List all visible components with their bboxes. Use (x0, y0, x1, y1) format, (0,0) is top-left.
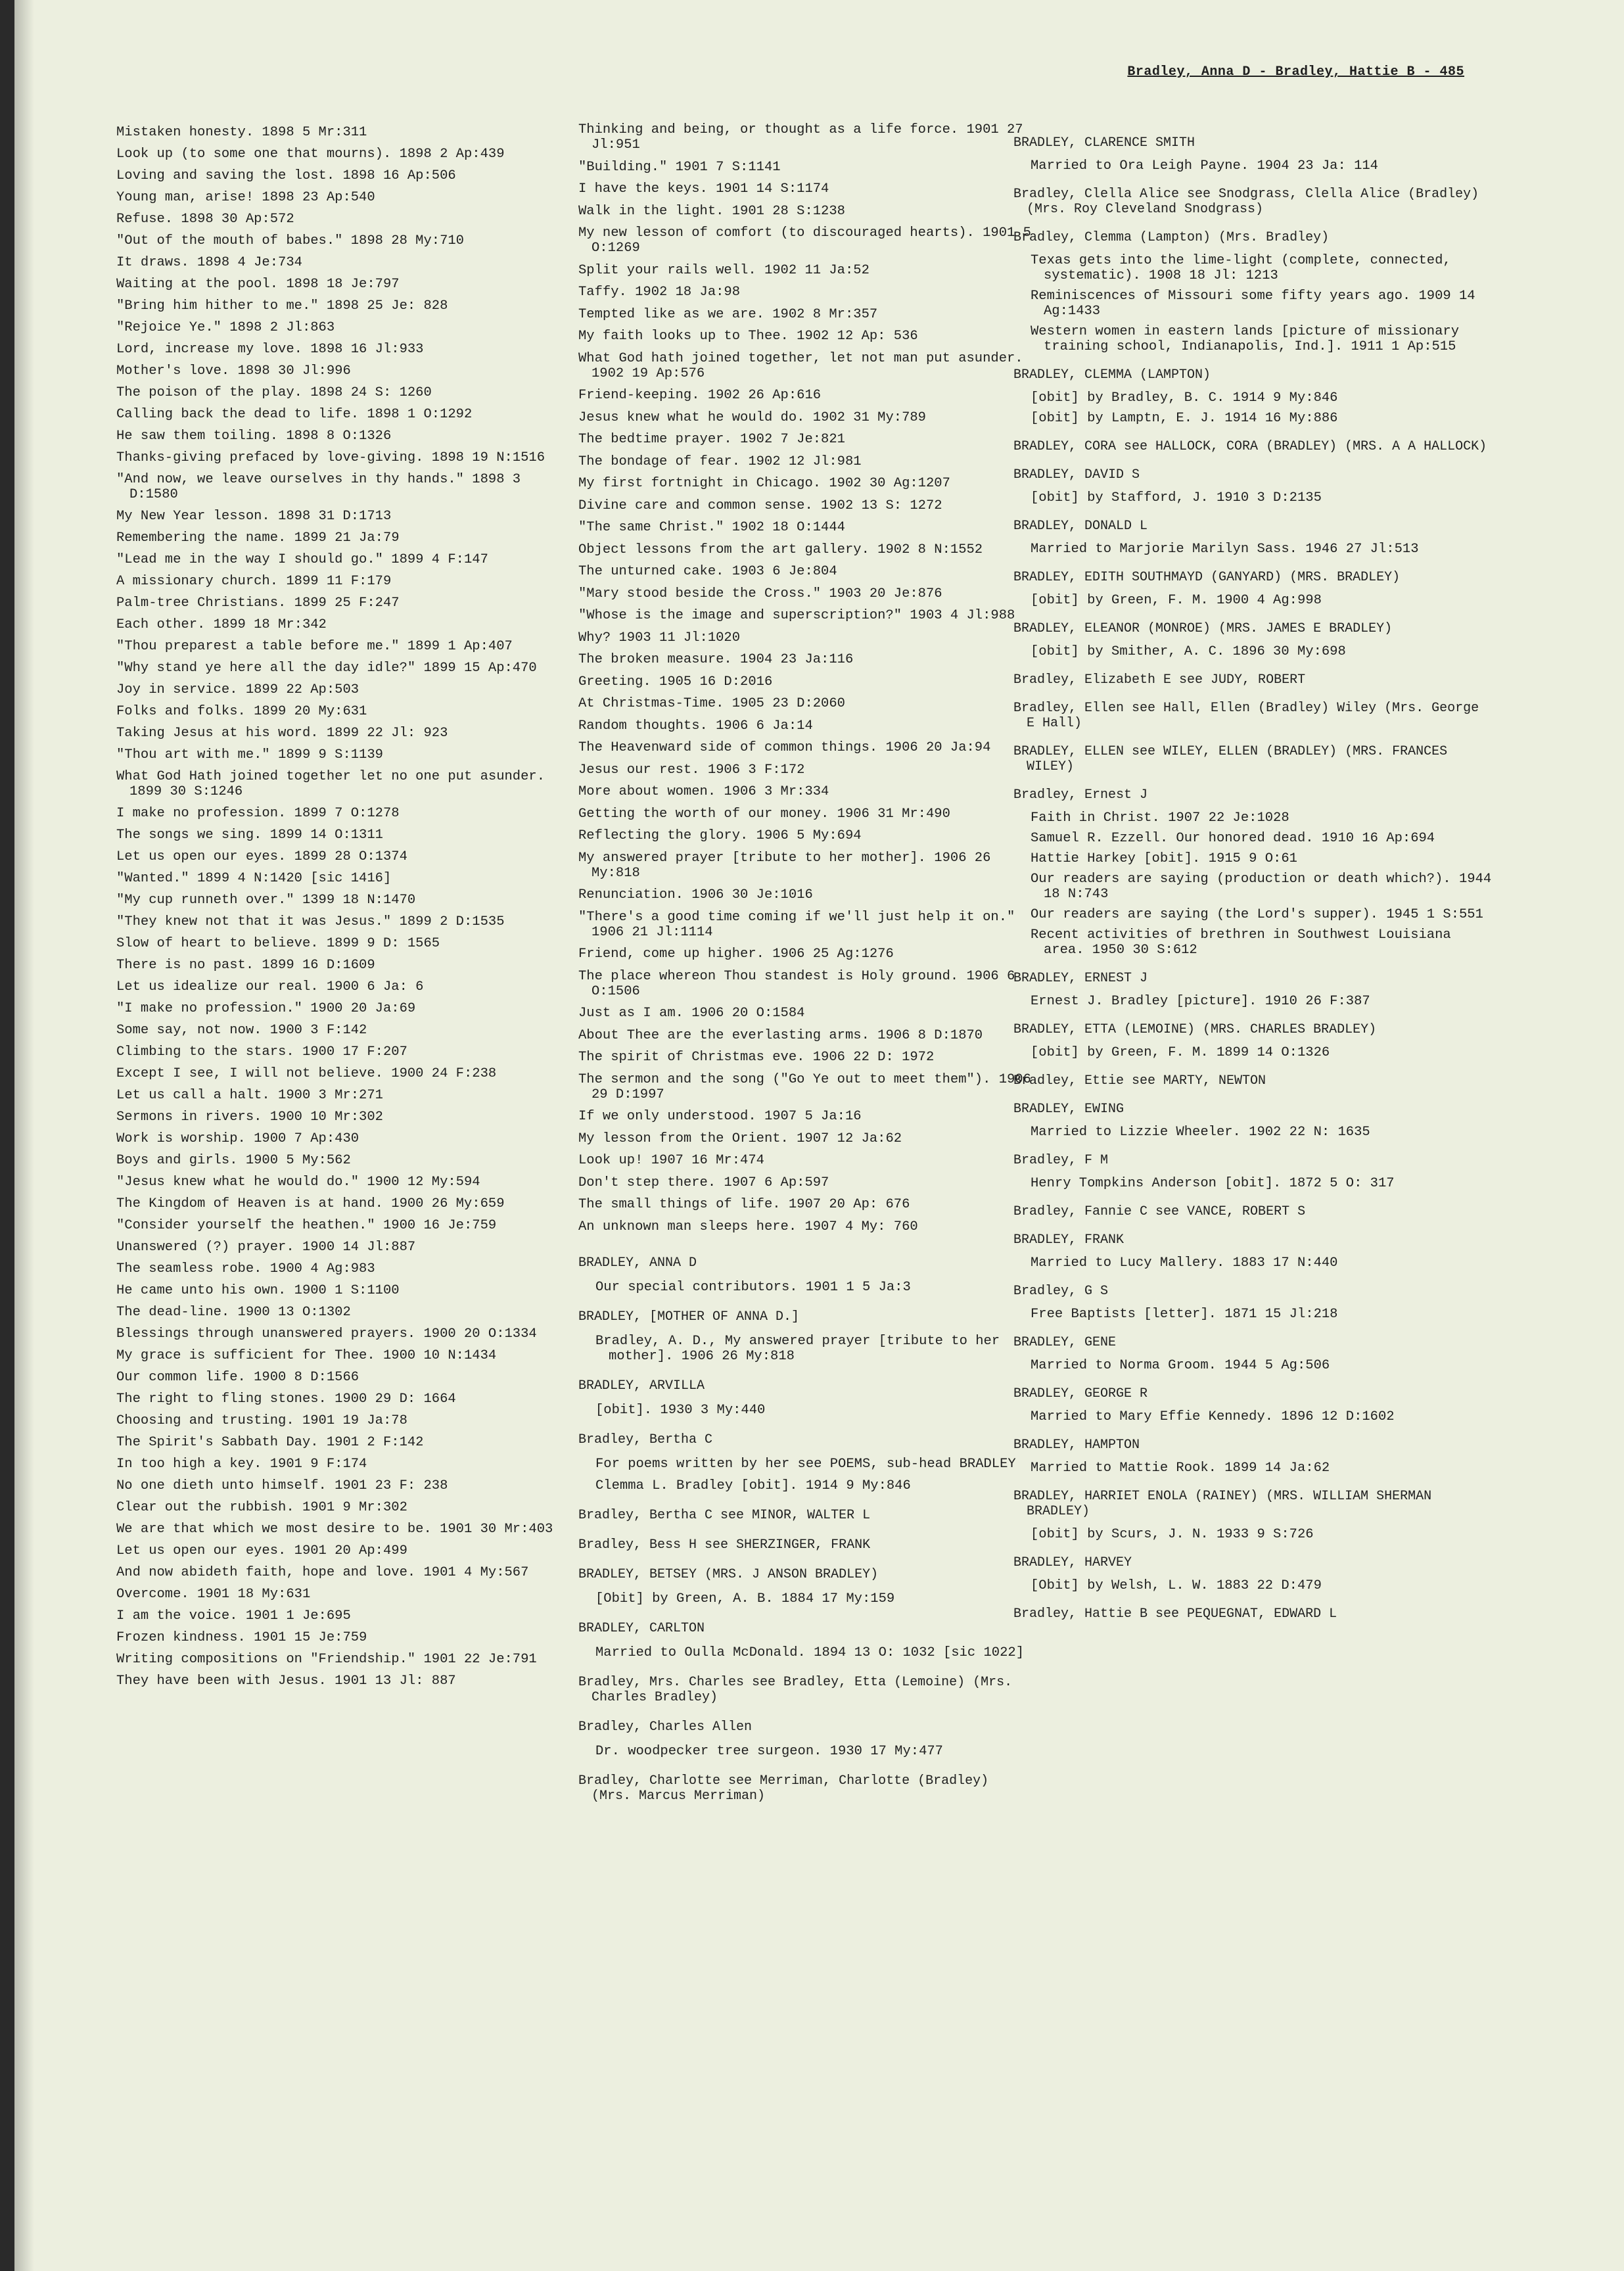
index-entry: The seamless robe. 1900 4 Ag:983 (116, 1261, 375, 1276)
index-entry: The bondage of fear. 1902 12 Jl:981 (578, 454, 862, 469)
index-entry: "Wanted." 1899 4 N:1420 [sic 1416] (116, 871, 392, 886)
index-heading: BRADLEY, FRANK (1013, 1232, 1125, 1248)
index-subentry: Married to Mattie Rook. 1899 14 Ja:62 (1031, 1461, 1330, 1476)
index-entry: Except I see, I will not believe. 1900 24 F:238 (116, 1066, 497, 1081)
index-entry: Writing compositions on "Friendship." 1901 22 Je:791 (116, 1652, 537, 1667)
index-entry: The bedtime prayer. 1902 7 Je:821 (578, 432, 845, 447)
index-entry: Joy in service. 1899 22 Ap:503 (116, 682, 360, 697)
index-entry: Random thoughts. 1906 6 Ja:14 (578, 718, 813, 734)
index-entry: What God Hath joined together let no one put asunder. 1899 30 S:1246 (116, 769, 545, 799)
index-entry: About Thee are the everlasting arms. 1906 8 D:1870 (578, 1027, 983, 1043)
index-entry: Choosing and trusting. 1901 19 Ja:78 (116, 1413, 407, 1428)
index-entry: My New Year lesson. 1898 31 D:1713 (116, 509, 392, 524)
index-entry: My answered prayer [tribute to her mother]. 1906 26 My:818 (578, 850, 991, 881)
index-entry: Jesus our rest. 1906 3 F:172 (578, 762, 805, 778)
index-entry: Young man, arise! 1898 23 Ap:540 (116, 190, 375, 205)
index-subentry: [obit] by Smither, A. C. 1896 30 My:698 (1031, 644, 1346, 659)
index-heading: Bradley, Bertha C see MINOR, WALTER L (578, 1508, 871, 1523)
index-heading: Bradley, Ernest J (1013, 787, 1148, 803)
index-heading: Bradley, Clella Alice see Snodgrass, Clella Alice (Bradley) (Mrs. Roy Cleveland Snodgrass) (1013, 187, 1479, 217)
index-entry: The dead-line. 1900 13 O:1302 (116, 1305, 351, 1320)
column-1 (116, 125, 576, 1695)
index-heading: Bradley, Charles Allen (578, 1720, 753, 1735)
index-entry: "I make no profession." 1900 20 Ja:69 (116, 1001, 416, 1016)
index-entry: Reflecting the glory. 1906 5 My:694 (578, 828, 862, 843)
index-entry: Some say, not now. 1900 3 F:142 (116, 1023, 367, 1038)
index-entry: The spirit of Christmas eve. 1906 22 D: 1972 (578, 1050, 935, 1065)
index-entry: "Jesus knew what he would do." 1900 12 My:594 (116, 1175, 480, 1190)
index-entry: The songs we sing. 1899 14 O:1311 (116, 828, 383, 843)
index-entry: Work is worship. 1900 7 Ap:430 (116, 1131, 360, 1146)
index-subentry: [obit] by Bradley, B. C. 1914 9 My:846 (1031, 390, 1338, 406)
index-entry: Taffy. 1902 18 Ja:98 (578, 285, 741, 300)
index-entry: Why? 1903 11 Jl:1020 (578, 630, 741, 645)
index-entry: The right to fling stones. 1900 29 D: 1664 (116, 1392, 456, 1407)
index-entry: Slow of heart to believe. 1899 9 D: 1565 (116, 936, 440, 951)
index-entry: The unturned cake. 1903 6 Je:804 (578, 564, 837, 579)
index-heading: BRADLEY, HAMPTON (1013, 1438, 1140, 1453)
index-entry: "Rejoice Ye." 1898 2 Jl:863 (116, 320, 335, 335)
index-entry: "They knew not that it was Jesus." 1899 2 D:1535 (116, 914, 505, 929)
index-entry: "Bring him hither to me." 1898 25 Je: 828 (116, 298, 448, 314)
index-subentry: [obit] by Scurs, J. N. 1933 9 S:726 (1031, 1527, 1314, 1542)
index-subentry: Recent activities of brethren in Southwest Louisiana area. 1950 30 S:612 (1031, 927, 1451, 958)
index-entry: The Heavenward side of common things. 1906 20 Ja:94 (578, 740, 991, 755)
index-entry: "Lead me in the way I should go." 1899 4 F:147 (116, 552, 488, 567)
index-entry: There is no past. 1899 16 D:1609 (116, 958, 375, 973)
index-entry: "Consider yourself the heathen." 1900 16 Je:759 (116, 1218, 497, 1233)
index-subentry: Dr. woodpecker tree surgeon. 1930 17 My:477 (595, 1744, 943, 1759)
index-entry: Let us idealize our real. 1900 6 Ja: 6 (116, 979, 424, 995)
index-entry: Thanks-giving prefaced by love-giving. 1898 19 N:1516 (116, 450, 545, 465)
index-heading: BRADLEY, CLEMMA (LAMPTON) (1013, 367, 1211, 383)
index-entry: Thinking and being, or thought as a life force. 1901 27 Jl:951 (578, 122, 1023, 152)
index-heading: BRADLEY, GEORGE R (1013, 1386, 1148, 1401)
index-entry: Friend, come up higher. 1906 25 Ag:1276 (578, 947, 894, 962)
index-entry: Look up (to some one that mourns). 1898 2 Ap:439 (116, 147, 505, 162)
index-entry: The place whereon Thou standest is Holy ground. 1906 6 O:1506 (578, 968, 1015, 999)
index-entry: Waiting at the pool. 1898 18 Je:797 (116, 277, 400, 292)
column-2-headings (578, 1255, 1032, 1804)
index-entry: "Thou art with me." 1899 9 S:1139 (116, 747, 383, 762)
index-heading: Bradley, Ellen see Hall, Ellen (Bradley) Wiley (Mrs. George E Hall) (1013, 701, 1479, 731)
index-subentry: Bradley, A. D., My answered prayer [tribute to her mother]. 1906 26 My:818 (595, 1334, 1000, 1364)
index-entry: "Thou preparest a table before me." 1899 1 Ap:407 (116, 639, 513, 654)
index-entry: Remembering the name. 1899 21 Ja:79 (116, 530, 400, 546)
index-heading: BRADLEY, HARRIET ENOLA (RAINEY) (MRS. WILLIAM SHERMAN BRADLEY) (1013, 1489, 1432, 1519)
index-subentry: Married to Lizzie Wheeler. 1902 22 N: 1635 (1031, 1125, 1370, 1140)
index-subentry: Married to Ora Leigh Payne. 1904 23 Ja: 114 (1031, 158, 1378, 174)
index-heading: BRADLEY, DONALD L (1013, 519, 1148, 534)
index-entry: Lord, increase my love. 1898 16 Jl:933 (116, 342, 424, 357)
index-entry: Mistaken honesty. 1898 5 Mr:311 (116, 125, 367, 140)
index-heading: BRADLEY, DAVID S (1013, 467, 1140, 482)
index-entry: Boys and girls. 1900 5 My:562 (116, 1153, 351, 1168)
index-entry: Each other. 1899 18 Mr:342 (116, 617, 327, 632)
index-entry: More about women. 1906 3 Mr:334 (578, 784, 829, 799)
index-entry: Calling back the dead to life. 1898 1 O:1292 (116, 407, 473, 422)
index-heading: Bradley, G S (1013, 1284, 1109, 1299)
index-entry: Object lessons from the art gallery. 1902 8 N:1552 (578, 542, 983, 557)
index-entry: "My cup runneth over." 1399 18 N:1470 (116, 893, 416, 908)
index-entry: "And now, we leave ourselves in thy hands." 1898 3 D:1580 (116, 472, 521, 502)
index-entry: Just as I am. 1906 20 O:1584 (578, 1006, 805, 1021)
index-heading: Bradley, Charlotte see Merriman, Charlotte (Bradley) (Mrs. Marcus Merriman) (578, 1773, 989, 1804)
index-subentry: Married to Marjorie Marilyn Sass. 1946 27 Jl:513 (1031, 542, 1419, 557)
index-entry: My first fortnight in Chicago. 1902 30 Ag:1207 (578, 476, 950, 491)
index-entry: The Kingdom of Heaven is at hand. 1900 26 My:659 (116, 1196, 505, 1211)
index-entry: An unknown man sleeps here. 1907 4 My: 760 (578, 1219, 918, 1234)
index-entry: Renunciation. 1906 30 Je:1016 (578, 887, 813, 902)
index-entry: Walk in the light. 1901 28 S:1238 (578, 203, 845, 219)
index-heading: Bradley, Mrs. Charles see Bradley, Etta (Lemoine) (Mrs. Charles Bradley) (578, 1675, 1013, 1705)
index-subentry: Faith in Christ. 1907 22 Je:1028 (1031, 810, 1289, 826)
index-entry: Mother's love. 1898 30 Jl:996 (116, 363, 351, 379)
index-subentry: [obit] by Stafford, J. 1910 3 D:2135 (1031, 490, 1322, 505)
index-entry: The broken measure. 1904 23 Ja:116 (578, 652, 854, 667)
index-entry: I have the keys. 1901 14 S:1174 (578, 181, 829, 197)
index-subentry: Married to Mary Effie Kennedy. 1896 12 D:1602 (1031, 1409, 1395, 1424)
index-heading: BRADLEY, [MOTHER OF ANNA D.] (578, 1309, 800, 1324)
index-entry: My grace is sufficient for Thee. 1900 10 N:1434 (116, 1348, 497, 1363)
index-heading: BRADLEY, ELLEN see WILEY, ELLEN (BRADLEY) (MRS. FRANCES WILEY) (1013, 744, 1448, 774)
index-entry: Palm-tree Christians. 1899 25 F:247 (116, 596, 400, 611)
index-heading: BRADLEY, ETTA (LEMOINE) (MRS. CHARLES BRADLEY) (1013, 1022, 1377, 1037)
index-entry: He came unto his own. 1900 1 S:1100 (116, 1283, 400, 1298)
index-entry: I am the voice. 1901 1 Je:695 (116, 1608, 351, 1624)
index-heading: Bradley, F M (1013, 1153, 1109, 1168)
index-entry: "The same Christ." 1902 18 O:1444 (578, 520, 845, 535)
index-entry: "There's a good time coming if we'll just help it on." 1906 21 Jl:1114 (578, 909, 1015, 940)
column-2-titles (578, 122, 1032, 1234)
index-entry: We are that which we most desire to be. 1901 30 Mr:403 (116, 1522, 553, 1537)
column-2 (578, 122, 1032, 1813)
index-heading: Bradley, Bertha C (578, 1432, 713, 1447)
index-entry: Greeting. 1905 16 D:2016 (578, 674, 773, 690)
index-heading: BRADLEY, CARLTON (578, 1621, 705, 1636)
binding-shadow (14, 0, 34, 2271)
index-entry: Blessings through unanswered prayers. 1900 20 O:1334 (116, 1326, 537, 1342)
column-3 (1013, 122, 1493, 1629)
index-entry: No one dieth unto himself. 1901 23 F: 238 (116, 1478, 448, 1493)
index-entry: At Christmas-Time. 1905 23 D:2060 (578, 696, 845, 711)
index-entry: Frozen kindness. 1901 15 Je:759 (116, 1630, 367, 1645)
index-entry: If we only understood. 1907 5 Ja:16 (578, 1109, 862, 1124)
index-heading: BRADLEY, GENE (1013, 1335, 1117, 1350)
index-subentry: For poems written by her see POEMS, sub-head BRADLEY (595, 1457, 1016, 1472)
index-heading: BRADLEY, ANNA D (578, 1255, 697, 1271)
index-heading: BRADLEY, EDITH SOUTHMAYD (GANYARD) (MRS. BRADLEY) (1013, 570, 1401, 585)
index-subentry: Married to Oulla McDonald. 1894 13 O: 1032 [sic 1022] (595, 1645, 1025, 1660)
index-entry: Folks and folks. 1899 20 My:631 (116, 704, 367, 719)
index-entry: I make no profession. 1899 7 O:1278 (116, 806, 400, 821)
index-heading: BRADLEY, CORA see HALLOCK, CORA (BRADLEY) (MRS. A A HALLOCK) (1013, 439, 1487, 454)
index-entry: Let us open our eyes. 1901 20 Ap:499 (116, 1543, 407, 1558)
index-subentry: [obit] by Green, F. M. 1899 14 O:1326 (1031, 1045, 1330, 1060)
index-heading: BRADLEY, CLARENCE SMITH (1013, 135, 1195, 151)
index-subentry: [obit]. 1930 3 My:440 (595, 1403, 766, 1418)
index-entry: Let us call a halt. 1900 3 Mr:271 (116, 1088, 383, 1103)
index-subentry: [Obit] by Welsh, L. W. 1883 22 D:479 (1031, 1578, 1322, 1593)
index-entry: Taking Jesus at his word. 1899 22 Jl: 923 (116, 726, 448, 741)
index-entry: A missionary church. 1899 11 F:179 (116, 574, 392, 589)
index-entry: "Whose is the image and superscription?" 1903 4 Jl:988 (578, 608, 1015, 623)
index-subentry: [obit] by Green, F. M. 1900 4 Ag:998 (1031, 593, 1322, 608)
index-subentry: Samuel R. Ezzell. Our honored dead. 1910 16 Ap:694 (1031, 831, 1435, 846)
index-heading: BRADLEY, ELEANOR (MONROE) (MRS. JAMES E BRADLEY) (1013, 621, 1393, 636)
index-entry: Let us open our eyes. 1899 28 O:1374 (116, 849, 407, 864)
index-subentry: Texas gets into the lime-light (complete, connected, systematic). 1908 18 Jl: 1213 (1031, 253, 1451, 283)
index-entry: My new lesson of comfort (to discouraged hearts). 1901 5 O:1269 (578, 225, 1031, 256)
index-subentry: Married to Lucy Mallery. 1883 17 N:440 (1031, 1255, 1338, 1271)
index-heading: Bradley, Elizabeth E see JUDY, ROBERT (1013, 672, 1306, 688)
index-entry: Clear out the rubbish. 1901 9 Mr:302 (116, 1500, 407, 1515)
index-entry: Unanswered (?) prayer. 1900 14 Jl:887 (116, 1240, 416, 1255)
index-entry: My lesson from the Orient. 1907 12 Ja:62 (578, 1131, 902, 1146)
index-entry: Split your rails well. 1902 11 Ja:52 (578, 262, 870, 278)
index-subentry: Western women in eastern lands [picture of missionary training school, Indianapolis, Ind.]. 1911 1 Ap:515 (1031, 324, 1460, 354)
index-entry: Our common life. 1900 8 D:1566 (116, 1370, 360, 1385)
index-entry: It draws. 1898 4 Je:734 (116, 255, 302, 270)
index-entry: Jesus knew what he would do. 1902 31 My:789 (578, 410, 926, 425)
index-entry: My faith looks up to Thee. 1902 12 Ap: 536 (578, 329, 918, 344)
index-heading: BRADLEY, ERNEST J (1013, 971, 1148, 986)
index-entry: Don't step there. 1907 6 Ap:597 (578, 1175, 829, 1190)
index-subentry: Our readers are saying (the Lord's supper). 1945 1 S:551 (1031, 907, 1483, 922)
index-subentry: Free Baptists [letter]. 1871 15 Jl:218 (1031, 1307, 1338, 1322)
page-header: Bradley, Anna D - Bradley, Hattie B - 485 (1127, 64, 1464, 80)
index-entry: Climbing to the stars. 1900 17 F:207 (116, 1044, 407, 1060)
index-subentry: Reminiscences of Missouri some fifty years ago. 1909 14 Ag:1433 (1031, 289, 1475, 319)
index-entry: "Building." 1901 7 S:1141 (578, 159, 781, 175)
index-entry: Sermons in rivers. 1900 10 Mr:302 (116, 1110, 383, 1125)
index-entry: Look up! 1907 16 Mr:474 (578, 1153, 764, 1168)
index-heading: Bradley, Fannie C see VANCE, ROBERT S (1013, 1204, 1306, 1219)
index-subentry: Married to Norma Groom. 1944 5 Ag:506 (1031, 1358, 1330, 1373)
index-subentry: [Obit] by Green, A. B. 1884 17 My:159 (595, 1591, 895, 1606)
index-entry: "Out of the mouth of babes." 1898 28 My:710 (116, 233, 464, 248)
index-heading: BRADLEY, EWING (1013, 1102, 1125, 1117)
index-heading: Bradley, Bess H see SHERZINGER, FRANK (578, 1537, 871, 1553)
index-entry: "Mary stood beside the Cross." 1903 20 Je:876 (578, 586, 942, 601)
index-subentry: Our special contributors. 1901 1 5 Ja:3 (595, 1280, 911, 1295)
index-entry: "Why stand ye here all the day idle?" 1899 15 Ap:470 (116, 661, 537, 676)
index-entry: Tempted like as we are. 1902 8 Mr:357 (578, 306, 878, 322)
index-entry: Refuse. 1898 30 Ap:572 (116, 212, 294, 227)
index-heading: BRADLEY, ARVILLA (578, 1378, 705, 1393)
index-entry: Getting the worth of our money. 1906 31 Mr:490 (578, 806, 950, 822)
index-entry: Loving and saving the lost. 1898 16 Ap:506 (116, 168, 456, 183)
index-entry: The Spirit's Sabbath Day. 1901 2 F:142 (116, 1435, 424, 1450)
index-entry: They have been with Jesus. 1901 13 Jl: 887 (116, 1674, 456, 1689)
index-heading: BRADLEY, HARVEY (1013, 1555, 1132, 1570)
index-subentry: [obit] by Lamptn, E. J. 1914 16 My:886 (1031, 411, 1338, 426)
index-page (14, 0, 1624, 2271)
index-entry: The small things of life. 1907 20 Ap: 676 (578, 1197, 910, 1212)
index-entry: What God hath joined together, let not man put asunder. 1902 19 Ap:576 (578, 350, 1023, 381)
index-entry: He saw them toiling. 1898 8 O:1326 (116, 429, 392, 444)
index-entry: Overcome. 1901 18 My:631 (116, 1587, 311, 1602)
index-entry: And now abideth faith, hope and love. 1901 4 My:567 (116, 1565, 529, 1580)
index-subentry: Clemma L. Bradley [obit]. 1914 9 My:846 (595, 1478, 911, 1493)
index-subentry: Ernest J. Bradley [picture]. 1910 26 F:387 (1031, 994, 1370, 1009)
index-entry: The sermon and the song ("Go Ye out to meet them"). 1906 29 D:1997 (578, 1071, 1031, 1102)
index-entry: The poison of the play. 1898 24 S: 1260 (116, 385, 432, 400)
index-entry: Divine care and common sense. 1902 13 S: 1272 (578, 498, 942, 513)
index-subentry: Henry Tompkins Anderson [obit]. 1872 5 O: 317 (1031, 1176, 1395, 1191)
index-entry: Friend-keeping. 1902 26 Ap:616 (578, 388, 822, 403)
index-subentry: Our readers are saying (production or death which?). 1944 18 N:743 (1031, 872, 1492, 902)
index-heading: Bradley, Ettie see MARTY, NEWTON (1013, 1073, 1266, 1089)
index-heading: BRADLEY, BETSEY (MRS. J ANSON BRADLEY) (578, 1567, 879, 1582)
index-heading: Bradley, Clemma (Lampton) (Mrs. Bradley) (1013, 230, 1330, 245)
index-subentry: Hattie Harkey [obit]. 1915 9 O:61 (1031, 851, 1297, 866)
index-heading: Bradley, Hattie B see PEQUEGNAT, EDWARD L (1013, 1606, 1337, 1622)
index-entry: In too high a key. 1901 9 F:174 (116, 1457, 367, 1472)
